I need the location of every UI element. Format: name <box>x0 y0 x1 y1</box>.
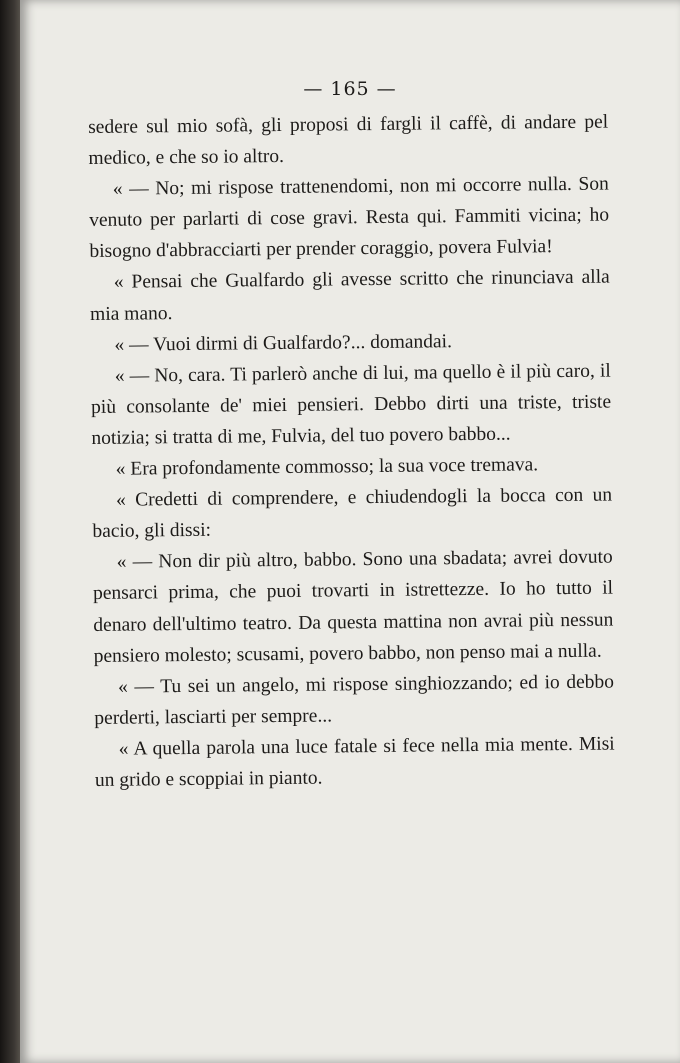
paragraph: « Credetti di comprendere, e chiudendogli la bocca con un bacio, gli dissi: <box>92 484 613 543</box>
paragraph: « Pensai che Gualfardo gli avesse scritto che rinunciava alla mia mano. <box>90 267 610 325</box>
paragraph: « — Vuoi dirmi di Gualfardo?... domandai. <box>114 330 453 356</box>
paragraph: « — No, cara. Ti parlerò anche di lui, ma quello è il più caro, il più consolante de' miei pensieri. Debbo dirti una triste, triste notizia; si tratta di me, Fulvia, del tuo povero babbo... <box>90 360 612 449</box>
page-number: — 165 — <box>303 78 397 100</box>
paragraph: « Era profondamente commosso; la sua voce tremava. <box>115 454 539 480</box>
book-page <box>20 0 680 1063</box>
paragraph: « — Non dir più altro, babbo. Sono una sbadata; avrei dovuto pensarci prima, che puoi trovarti in istrettezze. Io ho tutto il denaro dell'ultimo teatro. Da questa mattina non avrai più nessun pensiero molesto; scusami, povero babbo, non penso mai a nulla. <box>92 546 614 667</box>
paragraph: « A quella parola una luce fatale si fece nella mia mente. Misi un grido e scoppiai in pianto. <box>94 733 615 791</box>
body-text <box>88 107 615 796</box>
paragraph: « — Tu sei un angelo, mi rispose singhiozzando; ed io debbo perderti, lasciarti per sempre... <box>94 671 615 729</box>
paragraph: sedere sul mio sofà, gli proposi di fargli il caffè, di andare pel medico, e che so io altro. <box>88 111 609 170</box>
book-spine <box>0 0 20 1063</box>
paragraph: « — No; mi rispose trattenendomi, non mi occorre nulla. Son venuto per parlarti di cose gravi. Resta qui. Fammiti vicina; ho bisogno d'abbracciarti per prender coraggio, povera Fulvia! <box>89 173 610 263</box>
